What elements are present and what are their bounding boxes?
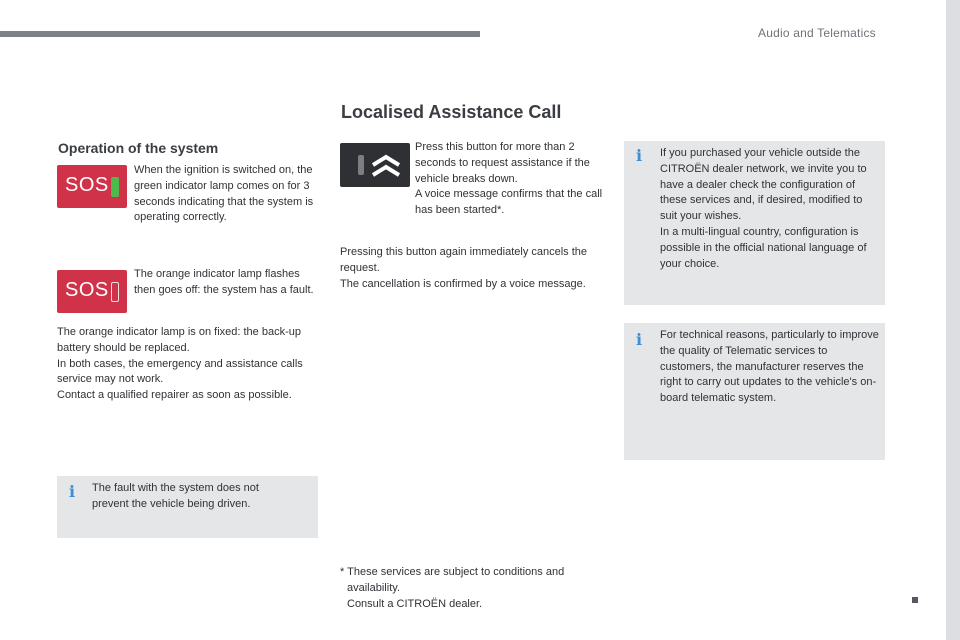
footnote (340, 565, 600, 612)
info-box-fault (57, 476, 318, 538)
fixed-lamp-text: The orange indicator lamp is on fixed: the back-up battery should be replaced. In both cases, the emergency and assistance calls service may not work. Contact a qualified repairer as soon as possible. (57, 326, 303, 402)
green-lamp-icon (111, 177, 119, 197)
orange-lamp-icon (111, 282, 119, 302)
info-icon: i (636, 146, 643, 165)
page-title: Localised Assistance Call (341, 102, 562, 122)
info-icon: i (636, 330, 643, 349)
footnote-line-1: * These services are subject to conditions and availability. (340, 566, 565, 594)
citroen-chevron-icon (370, 151, 402, 179)
orange-lamp-text: The orange indicator lamp flashes then goes off: the system has a fault. (134, 268, 314, 296)
assist-lamp-icon (358, 155, 364, 175)
info-box-updates (624, 323, 885, 460)
section-title: Operation of the system (58, 140, 219, 156)
info-box-dealer (624, 141, 885, 305)
end-marker (912, 597, 918, 603)
sos-label: SOS (65, 174, 109, 196)
info-icon: i (69, 482, 76, 501)
sos-button-orange (57, 270, 127, 313)
section-header: Audio and Telematics (758, 26, 876, 40)
side-band (946, 0, 960, 640)
info-fault-text: The fault with the system does not prevent the vehicle being driven. (92, 482, 259, 510)
green-lamp-text: When the ignition is switched on, the green indicator lamp comes on for 3 seconds indicating that the system is operating correctly. (134, 164, 314, 224)
assistance-button (340, 143, 410, 187)
sos-button-green (57, 165, 127, 208)
press-button-text: Press this button for more than 2 seconds to request assistance if the vehicle breaks down. A voice message confirms that the call has been started*. (415, 141, 603, 217)
header-bar (0, 31, 480, 37)
info-updates-text: For technical reasons, particularly to improve the quality of Telematic services to customers, the manufacturer reserves the right to carry out updates to the vehicle's on-board telematic system. (660, 329, 879, 405)
info-dealer-text: If you purchased your vehicle outside the CITROËN dealer network, we invite you to have a dealer check the configuration of these services and, if desired, modified to suit your wishes. In a multi-lingual country, configuration is possible in the official national language of your choice. (660, 147, 867, 270)
sos-label: SOS (65, 279, 109, 301)
cancel-text: Pressing this button again immediately cancels the request. The cancellation is confirmed by a voice message. (340, 246, 588, 290)
footnote-line-2: Consult a CITROËN dealer. (347, 597, 483, 610)
